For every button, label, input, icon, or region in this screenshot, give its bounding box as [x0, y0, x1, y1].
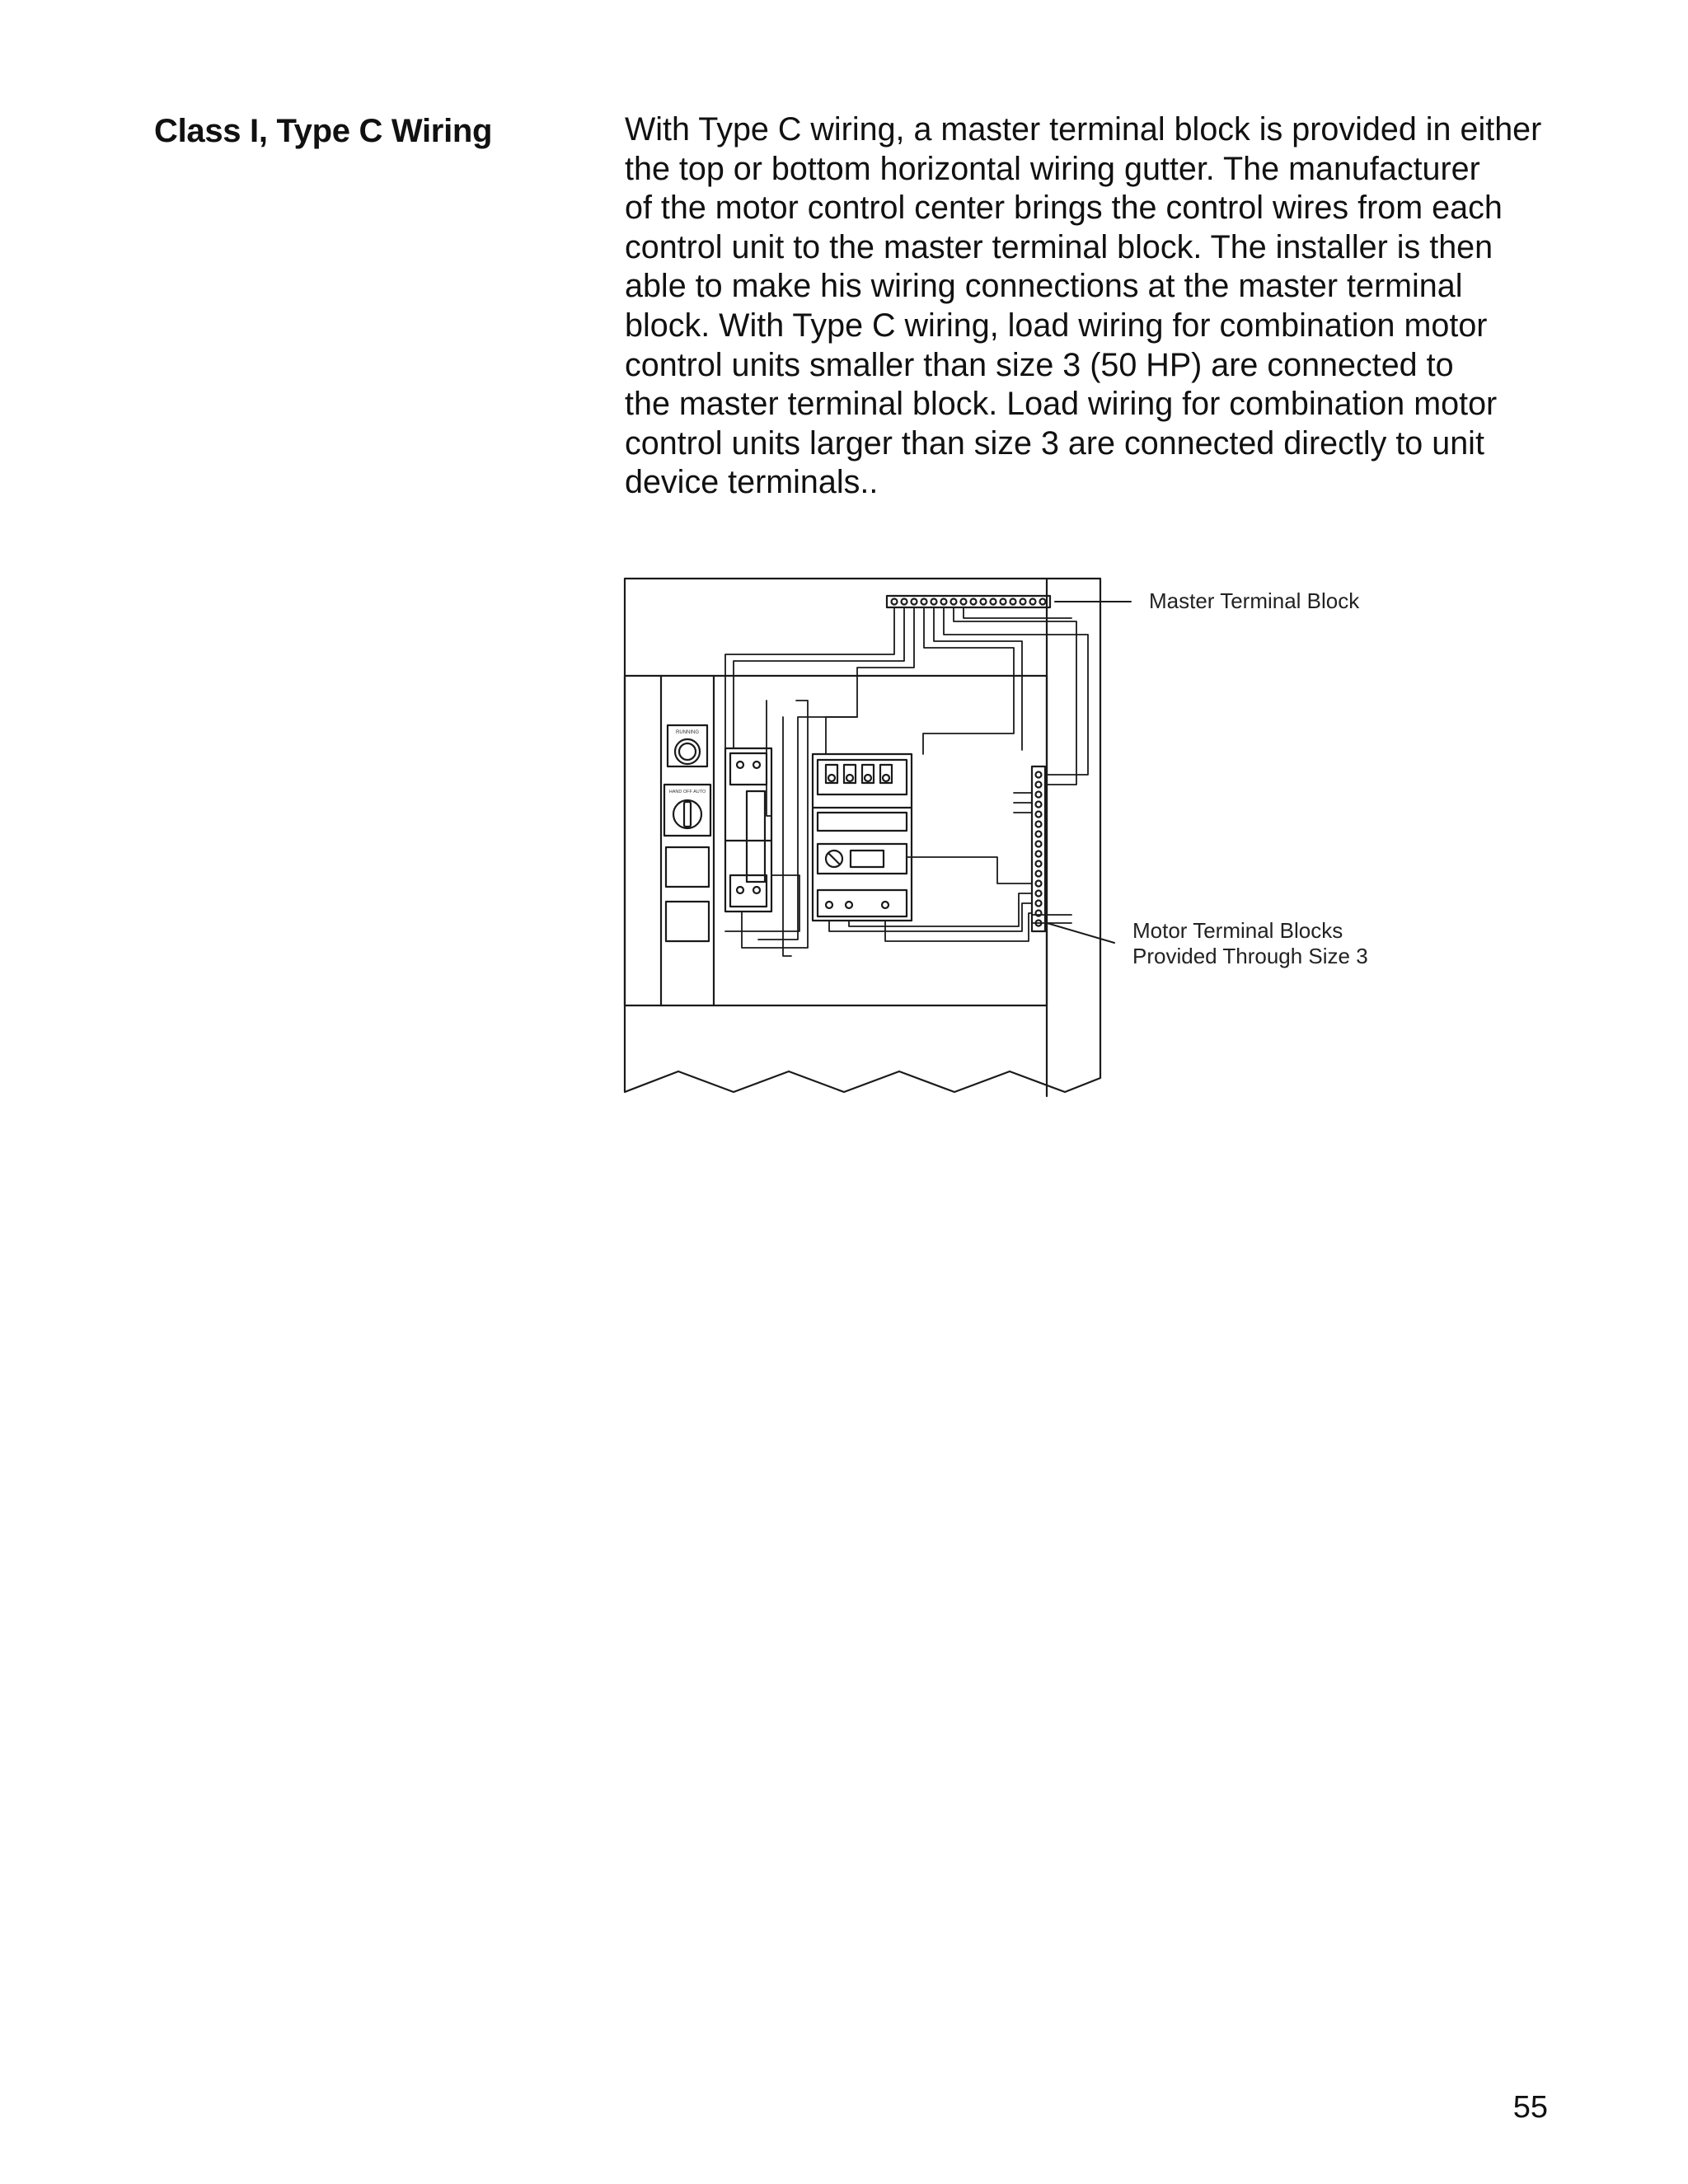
motor-terminal-blocks-label-line1: Motor Terminal Blocks: [1132, 918, 1343, 943]
body-line: control units larger than size 3 are connected directly to unit: [625, 424, 1484, 462]
disconnect-breaker-icon: [725, 748, 771, 912]
pilot-light-icon: [668, 725, 707, 766]
body-line: block. With Type C wiring, load wiring for combination motor: [625, 307, 1488, 344]
body-line: With Type C wiring, a master terminal block is provided in either: [625, 111, 1542, 148]
motor-terminal-blocks-leader: [1047, 923, 1114, 943]
motor-terminal-blocks-icon: [1032, 766, 1045, 931]
master-terminal-block-icon: [887, 596, 1050, 607]
blank-plate: [666, 847, 709, 887]
motor-terminal-blocks-label-line2: Provided Through Size 3: [1132, 944, 1368, 968]
master-terminal-block-label: Master Terminal Block: [1149, 588, 1360, 613]
page-number: 55: [1512, 2090, 1548, 2125]
section-heading: Class I, Type C Wiring: [154, 113, 493, 149]
motor-control-center-diagram: [610, 569, 1434, 1104]
body-line: control unit to the master terminal block. The installer is then: [625, 228, 1493, 265]
body-line: device terminals..: [625, 464, 879, 501]
selector-switch-legend: HAND OFF AUTO: [668, 790, 706, 794]
blank-plate: [666, 902, 709, 941]
type-c-wiring-figure: [610, 569, 1434, 1104]
motor-starter-icon: [813, 754, 912, 921]
selector-switch-icon: [664, 785, 710, 836]
body-line: of the motor control center brings the control wires from each: [625, 190, 1503, 227]
body-line: control units smaller than size 3 (50 HP) are connected to: [625, 346, 1454, 383]
body-line: the master terminal block. Load wiring for combination motor: [625, 386, 1498, 423]
body-line: able to make his wiring connections at the master terminal: [625, 268, 1463, 305]
body-line: the top or bottom horizontal wiring gutter. The manufacturer: [625, 150, 1480, 187]
pilot-light-legend: RUNNING: [676, 730, 699, 735]
section-body-text: [625, 110, 1564, 503]
